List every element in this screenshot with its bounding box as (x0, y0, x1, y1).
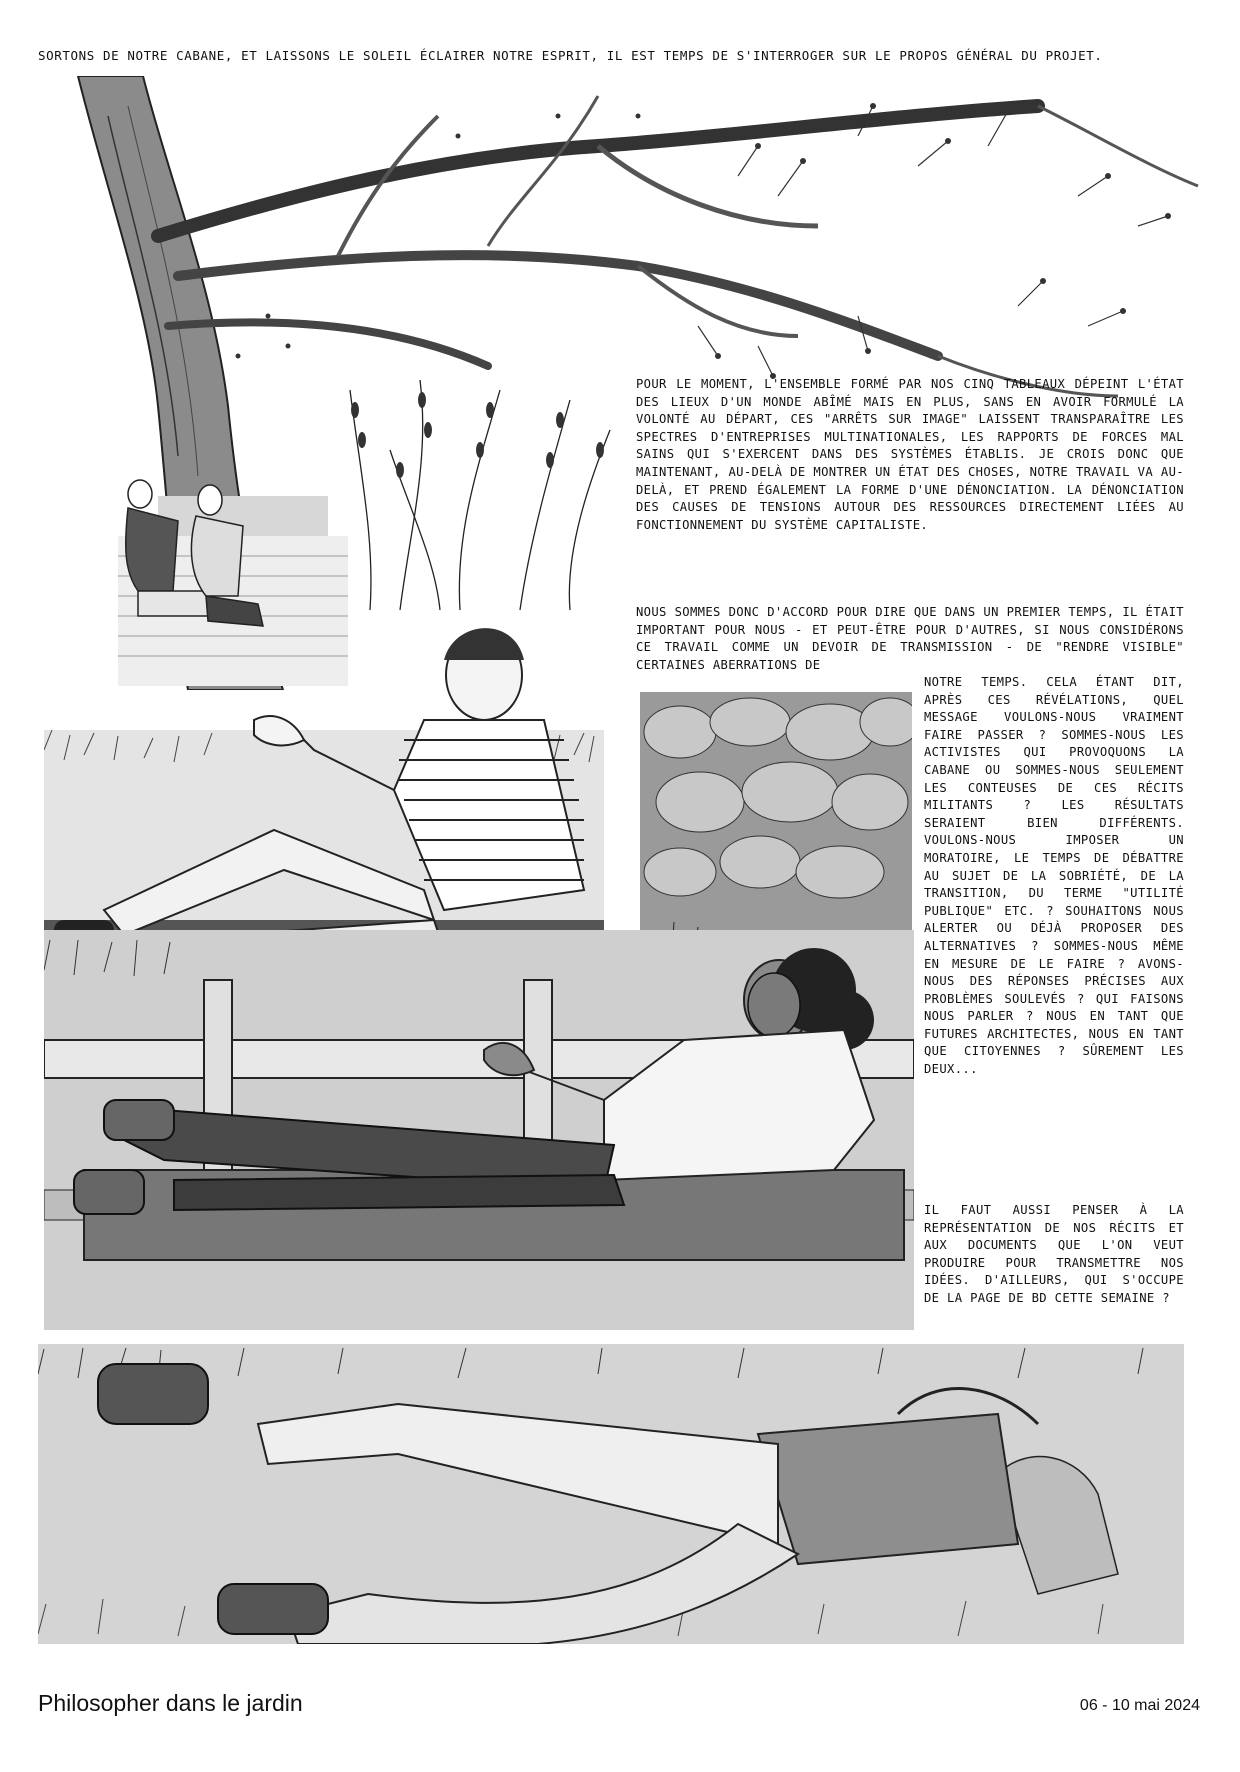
plants-panel (340, 370, 618, 610)
footer-title: Philosopher dans le jardin (38, 1690, 303, 1716)
lying-woman-illustration (38, 1344, 1184, 1644)
text-block-2-top: NOUS SOMMES DONC D'ACCORD POUR DIRE QUE DANS UN PREMIER TEMPS, IL ÉTAIT IMPORTANT POUR NOUS - ET PEUT-ÊTRE POUR D'AUTRES, SI NOUS CONSIDÉRONS CE TRAVAIL COMME UN DEVOIR DE TRANSMISSION - DE "RENDRE VISIBLE" CERTAINES ABERRATIONS DE (636, 605, 1184, 672)
intro-caption: SORTONS DE NOTRE CABANE, ET LAISSONS LE SOLEIL ÉCLAIRER NOTRE ESPRIT, IL EST TEMPS DE S'INTERROGER SUR LE PROPOS GÉNÉRAL DU PROJET. (38, 48, 1103, 63)
footer-date: 06 - 10 mai 2024 (1079, 1697, 1200, 1714)
reclining-woman-illustration (44, 930, 914, 1330)
reclining-woman-panel (44, 930, 914, 1330)
lying-woman-panel (38, 1344, 1184, 1644)
plants-illustration (340, 370, 618, 610)
text-block-3: IL FAUT AUSSI PENSER À LA REPRÉSENTATION DE NOS RÉCITS ET AUX DOCUMENTS QUE L'ON VEUT PRODUIRE POUR TRANSMETTRE NOS IDÉES. D'AILLEURS, QUI S'OCCUPE DE LA PAGE DE BD CETTE SEMAINE ? (924, 1203, 1184, 1305)
text-block-1: POUR LE MOMENT, L'ENSEMBLE FORMÉ PAR NOS CINQ TABLEAUX DÉPEINT L'ÉTAT DES LIEUX D'UN MONDE ABÎMÉ MAIS EN PLUS, SANS EN AVOIR FORMULÉ LA VOLONTÉ AU DÉPART, CES "ARRÊTS SUR IMAGE" LAISSENT TRANSPARAÎTRE LES SPECTRES D'ENTREPRISES MULTINATIONALES, LES RAPPORTS DE FORCES MAL SAINS QUI S'EXERCENT DANS DES SYSTÈMES ÉTABLIS. JE CROIS DONC QUE MAINTENANT, AU-DELÀ DE MONTRER UN ÉTAT DES CHOSES, NOTRE TRAVAIL VA AU-DELÀ, ET PREND ÉGALEMENT LA FORME D'UNE DÉNONCIATION. LA DÉNONCIATION DES CAUSES DE TENSIONS AUTOUR DES RESSOURCES DIRECTEMENT LIÉES AU FONCTIONNEMENT DU SYSTÈME CAPITALISTE. (636, 377, 1184, 532)
text-block-2-side: NOTRE TEMPS. CELA ÉTANT DIT, APRÈS CES RÉVÉLATIONS, QUEL MESSAGE VOULONS-NOUS VRAIMENT FAIRE PASSER ? SOMMES-NOUS LES ACTIVISTES QUI PROVOQUONS LA CABANE OU SOMMES-NOUS SEULEMENT LES CONTEUSES DE CES RÉCITS MILITANTS ? LES RÉSULTATS SERAIENT BIEN DIFFÉRENTS. VOULONS-NOUS IMPOSER UN MORATOIRE, LE TEMPS DE DÉBATTRE AU SUJET DE LA SOBRIÉTÉ, DE LA TRANSITION, DU TERME "UTILITÉ PUBLIQUE" ETC. ? SOUHAITONS NOUS ALERTER OU DÉJÀ PROPOSER DES ALTERNATIVES ? SOMMES-NOUS MÊME EN MESURE DE LE FAIRE ? AVONS-NOUS DES RÉPONSES PRÉCISES AUX PROBLÈMES SOULEVÉS ? QUI FAISONS NOUS PARLER ? NOUS EN TANT QUE FUTURES ARCHITECTES, NOUS EN TANT QUE CITOYENNES ? SÛREMENT LES DEUX... (924, 675, 1184, 1077)
